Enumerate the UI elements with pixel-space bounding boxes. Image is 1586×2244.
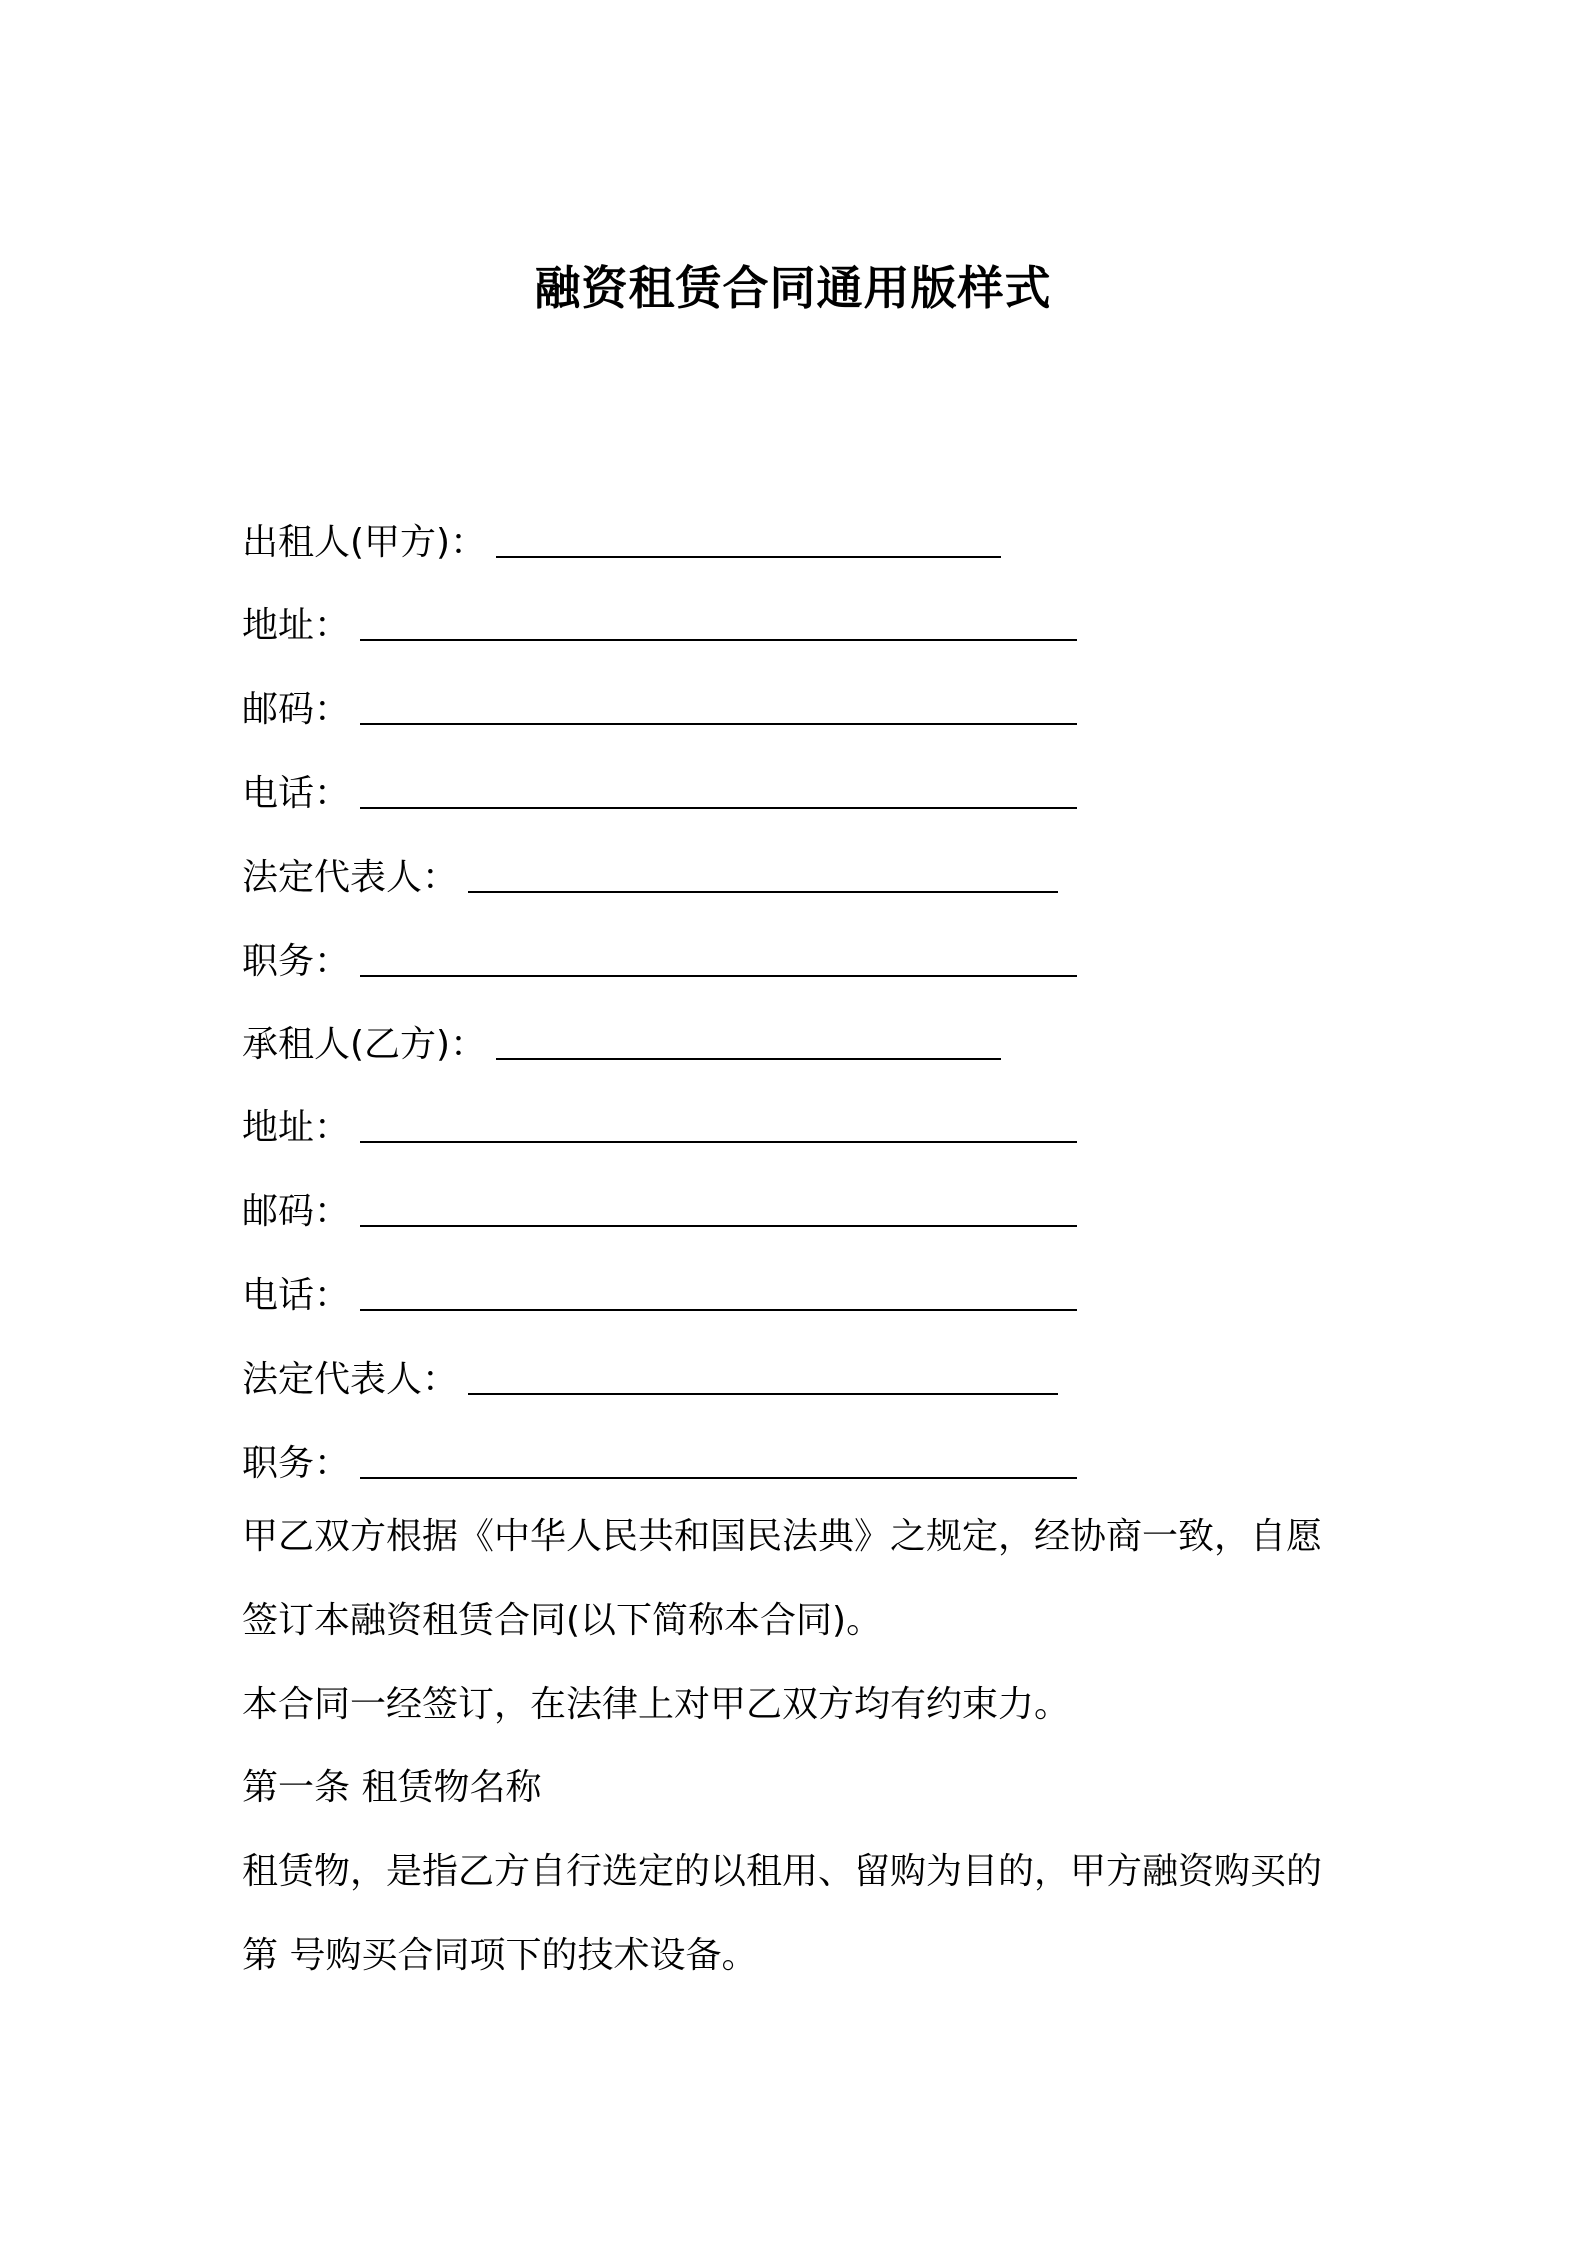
lessor-postcode-field: [242, 679, 1077, 733]
lessor-legal-rep-label: 法定代表人：: [242, 857, 459, 898]
lessor-phone-field: [242, 763, 1077, 817]
lessor-legal-rep-field: [242, 847, 1058, 901]
lessee-party-field: [242, 1014, 1001, 1068]
lessee-address-field: [242, 1097, 1077, 1151]
lessor-address-label: 地址：: [242, 605, 351, 646]
lessor-address-field: [242, 595, 1077, 649]
preamble-line-1: 甲乙双方根据《中华人民共和国民法典》之规定，经协商一致，自愿: [242, 1516, 1323, 1557]
lessor-legal-rep-blank[interactable]: [468, 861, 1058, 893]
lessor-postcode-blank[interactable]: [360, 693, 1077, 725]
document-title: 融资租赁合同通用版样式: [534, 261, 1052, 315]
lessee-phone-blank[interactable]: [360, 1279, 1077, 1311]
lessee-legal-rep-label: 法定代表人：: [242, 1359, 459, 1400]
lessee-postcode-blank[interactable]: [360, 1195, 1077, 1227]
lessor-party-label: 出租人(甲方)：: [242, 522, 487, 563]
lessee-postcode-field: [242, 1181, 1077, 1235]
article-1-line-2: 第 号购买合同项下的技术设备。: [242, 1935, 758, 1976]
lessee-postcode-label: 邮码：: [242, 1191, 351, 1232]
lessee-address-blank[interactable]: [360, 1111, 1077, 1143]
lessor-phone-blank[interactable]: [360, 777, 1077, 809]
lessor-position-blank[interactable]: [360, 945, 1077, 977]
lessee-legal-rep-field: [242, 1349, 1058, 1403]
lessor-phone-label: 电话：: [242, 773, 351, 814]
lessor-position-label: 职务：: [242, 941, 351, 982]
lessee-address-label: 地址：: [242, 1107, 351, 1148]
lessee-legal-rep-blank[interactable]: [468, 1363, 1058, 1395]
lessee-phone-label: 电话：: [242, 1275, 351, 1316]
lessee-party-label: 承租人(乙方)：: [242, 1024, 487, 1065]
lessee-phone-field: [242, 1265, 1077, 1319]
lessor-position-field: [242, 931, 1077, 985]
binding-statement: 本合同一经签订，在法律上对甲乙双方均有约束力。: [242, 1684, 1071, 1725]
lessee-position-label: 职务：: [242, 1443, 351, 1484]
lessor-party-blank[interactable]: [496, 526, 1001, 558]
lessee-party-blank[interactable]: [496, 1028, 1001, 1060]
lessor-postcode-label: 邮码：: [242, 689, 351, 730]
article-1-line-1: 租赁物，是指乙方自行选定的以租用、留购为目的，甲方融资购买的: [242, 1851, 1323, 1892]
lessor-address-blank[interactable]: [360, 609, 1077, 641]
article-1-heading: 第一条 租赁物名称: [242, 1767, 542, 1808]
preamble-line-2: 签订本融资租赁合同(以下简称本合同)。: [242, 1600, 883, 1641]
lessee-position-blank[interactable]: [360, 1447, 1077, 1479]
lessor-party-field: [242, 512, 1001, 566]
lessee-position-field: [242, 1433, 1077, 1487]
